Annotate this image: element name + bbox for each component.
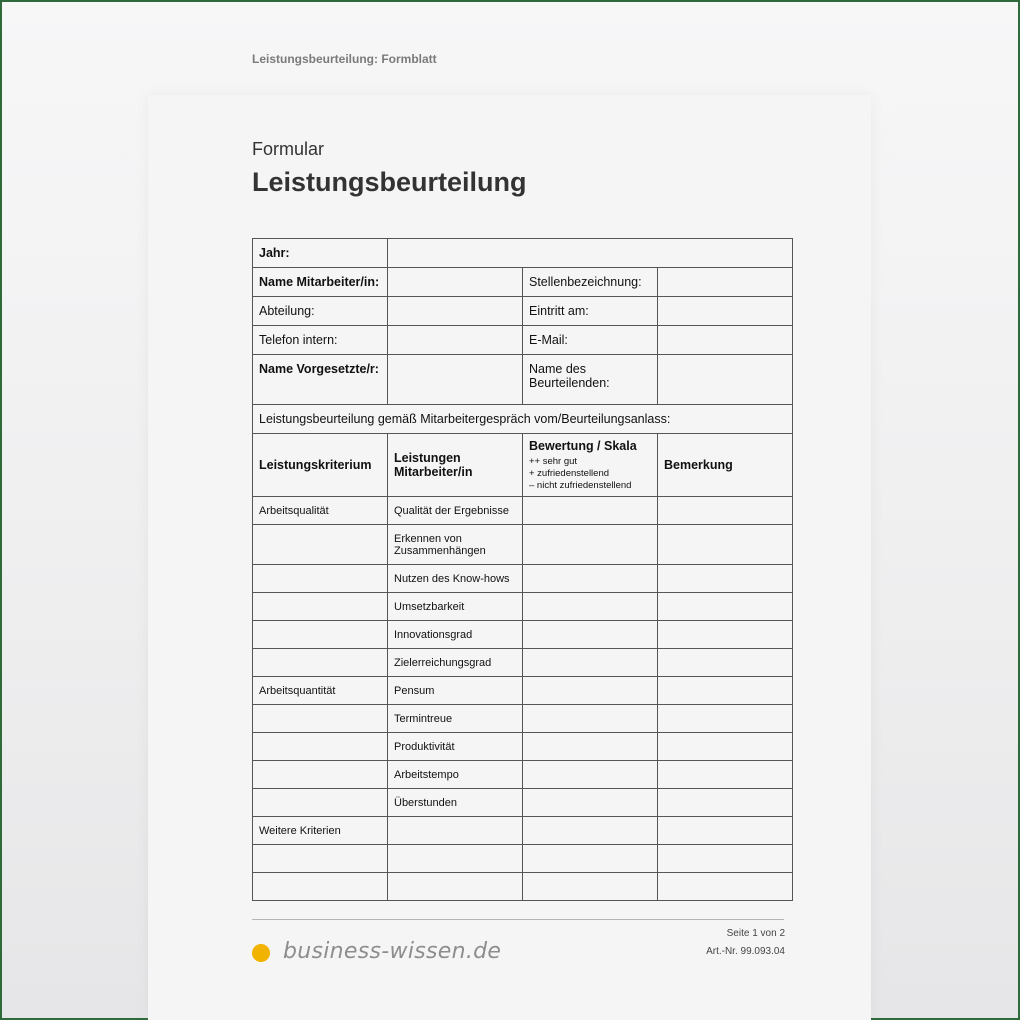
criteria-bemerkung-field[interactable] [658, 873, 793, 901]
criteria-kriterium-cell [253, 761, 388, 789]
criteria-leistung-cell: Innovationsgrad [388, 621, 523, 649]
email-label: E-Mail: [523, 326, 658, 355]
criteria-leistung-cell [388, 845, 523, 873]
criteria-kriterium-cell [253, 873, 388, 901]
jahr-label: Jahr: [253, 239, 388, 268]
logo-dot-icon [252, 944, 270, 962]
eintritt-field[interactable] [658, 297, 793, 326]
criteria-row [253, 525, 793, 565]
row-abteilung [253, 297, 793, 326]
page-number: Seite 1 von 2 [726, 928, 785, 939]
criteria-bewertung-field[interactable] [523, 817, 658, 845]
criteria-leistung-cell: Zielerreichungsgrad [388, 649, 523, 677]
evaluation-form-table [252, 238, 793, 901]
beurteilende-label: Name des Beurteilenden: [523, 355, 658, 405]
criteria-kriterium-cell [253, 593, 388, 621]
scale-sehr-gut: ++ sehr gut [529, 455, 578, 467]
criteria-row [253, 677, 793, 705]
criteria-leistung-cell [388, 873, 523, 901]
eintritt-label: Eintritt am: [523, 297, 658, 326]
criteria-leistung-cell: Überstunden [388, 789, 523, 817]
vorgesetzte-field[interactable] [388, 355, 523, 405]
scale-zufrieden: + zufriedenstellend [529, 467, 610, 479]
row-vorgesetzte [253, 355, 793, 405]
abteilung-label: Abteilung: [253, 297, 388, 326]
criteria-bemerkung-field[interactable] [658, 621, 793, 649]
header-bemerkung: Bemerkung [658, 434, 793, 497]
criteria-kriterium-cell [253, 789, 388, 817]
criteria-kriterium-cell [253, 705, 388, 733]
stellenbezeichnung-label: Stellenbezeichnung: [523, 268, 658, 297]
doc-label: Leistungsbeurteilung: Formblatt [252, 52, 437, 66]
header-bewertung [523, 434, 658, 497]
row-gespraech [253, 405, 793, 434]
criteria-kriterium-cell: Arbeitsqualität [253, 497, 388, 525]
criteria-bewertung-field[interactable] [523, 621, 658, 649]
criteria-bewertung-field[interactable] [523, 789, 658, 817]
criteria-kriterium-cell [253, 565, 388, 593]
criteria-bewertung-field[interactable] [523, 845, 658, 873]
vorgesetzte-label: Name Vorgesetzte/r: [253, 355, 388, 405]
criteria-bemerkung-field[interactable] [658, 593, 793, 621]
criteria-leistung-cell: Nutzen des Know-hows [388, 565, 523, 593]
name-mitarbeiter-field[interactable] [388, 268, 523, 297]
criteria-bemerkung-field[interactable] [658, 733, 793, 761]
criteria-bemerkung-field[interactable] [658, 525, 793, 565]
telefon-label: Telefon intern: [253, 326, 388, 355]
jahr-field[interactable] [388, 239, 793, 268]
logo-text: business-wissen.de [283, 939, 502, 964]
criteria-leistung-cell: Produktivität [388, 733, 523, 761]
criteria-leistung-cell: Qualität der Ergebnisse [388, 497, 523, 525]
gespraech-label[interactable]: Leistungsbeurteilung gemäß Mitarbeitergespräch vom/Beurteilungsanlass: [253, 405, 793, 434]
criteria-row [253, 817, 793, 845]
criteria-bewertung-field[interactable] [523, 525, 658, 565]
scale-legend [529, 456, 651, 492]
criteria-kriterium-cell: Arbeitsquantität [253, 677, 388, 705]
criteria-bemerkung-field[interactable] [658, 761, 793, 789]
header-bewertung-label: Bewertung / Skala [529, 438, 637, 453]
criteria-row [253, 565, 793, 593]
criteria-bemerkung-field[interactable] [658, 497, 793, 525]
criteria-bemerkung-field[interactable] [658, 705, 793, 733]
criteria-leistung-cell: Arbeitstempo [388, 761, 523, 789]
criteria-row [253, 497, 793, 525]
criteria-kriterium-cell [253, 649, 388, 677]
criteria-bewertung-field[interactable] [523, 705, 658, 733]
criteria-row [253, 649, 793, 677]
criteria-row [253, 789, 793, 817]
criteria-bewertung-field[interactable] [523, 873, 658, 901]
criteria-row [253, 873, 793, 901]
telefon-field[interactable] [388, 326, 523, 355]
criteria-leistung-cell: Termintreue [388, 705, 523, 733]
criteria-body [253, 497, 793, 901]
criteria-header-row [253, 434, 793, 497]
stellenbezeichnung-field[interactable] [658, 268, 793, 297]
criteria-bemerkung-field[interactable] [658, 817, 793, 845]
criteria-row [253, 621, 793, 649]
row-name [253, 268, 793, 297]
criteria-kriterium-cell: Weitere Kriterien [253, 817, 388, 845]
criteria-bewertung-field[interactable] [523, 593, 658, 621]
criteria-bemerkung-field[interactable] [658, 565, 793, 593]
criteria-bemerkung-field[interactable] [658, 677, 793, 705]
criteria-leistung-cell: Pensum [388, 677, 523, 705]
beurteilende-field[interactable] [658, 355, 793, 405]
criteria-row [253, 593, 793, 621]
criteria-leistung-cell [388, 817, 523, 845]
footer-divider [252, 919, 784, 920]
criteria-row [253, 845, 793, 873]
criteria-bewertung-field[interactable] [523, 761, 658, 789]
criteria-kriterium-cell [253, 845, 388, 873]
criteria-kriterium-cell [253, 621, 388, 649]
criteria-bemerkung-field[interactable] [658, 789, 793, 817]
criteria-bemerkung-field[interactable] [658, 649, 793, 677]
criteria-leistung-cell: Umsetzbarkeit [388, 593, 523, 621]
criteria-row [253, 733, 793, 761]
article-number: Art.-Nr. 99.093.04 [706, 946, 785, 957]
criteria-bewertung-field[interactable] [523, 733, 658, 761]
scale-nicht-zufrieden: – nicht zufriedenstellend [529, 479, 632, 491]
criteria-bewertung-field[interactable] [523, 497, 658, 525]
doc-title: Leistungsbeurteilung [252, 167, 527, 197]
criteria-bemerkung-field[interactable] [658, 845, 793, 873]
row-jahr [253, 239, 793, 268]
abteilung-field[interactable] [388, 297, 523, 326]
row-telefon [253, 326, 793, 355]
criteria-kriterium-cell [253, 525, 388, 565]
criteria-kriterium-cell [253, 733, 388, 761]
criteria-bewertung-field[interactable] [523, 677, 658, 705]
header-kriterium: Leistungskriterium [253, 434, 388, 497]
email-field[interactable] [658, 326, 793, 355]
header-leistungen: Leistungen Mitarbeiter/in [388, 434, 523, 497]
criteria-bewertung-field[interactable] [523, 649, 658, 677]
criteria-bewertung-field[interactable] [523, 565, 658, 593]
criteria-row [253, 761, 793, 789]
name-mitarbeiter-label: Name Mitarbeiter/in: [253, 268, 388, 297]
doc-subtitle: Formular [252, 139, 325, 159]
criteria-row [253, 705, 793, 733]
criteria-leistung-cell: Erkennen von Zusammenhängen [388, 525, 523, 565]
